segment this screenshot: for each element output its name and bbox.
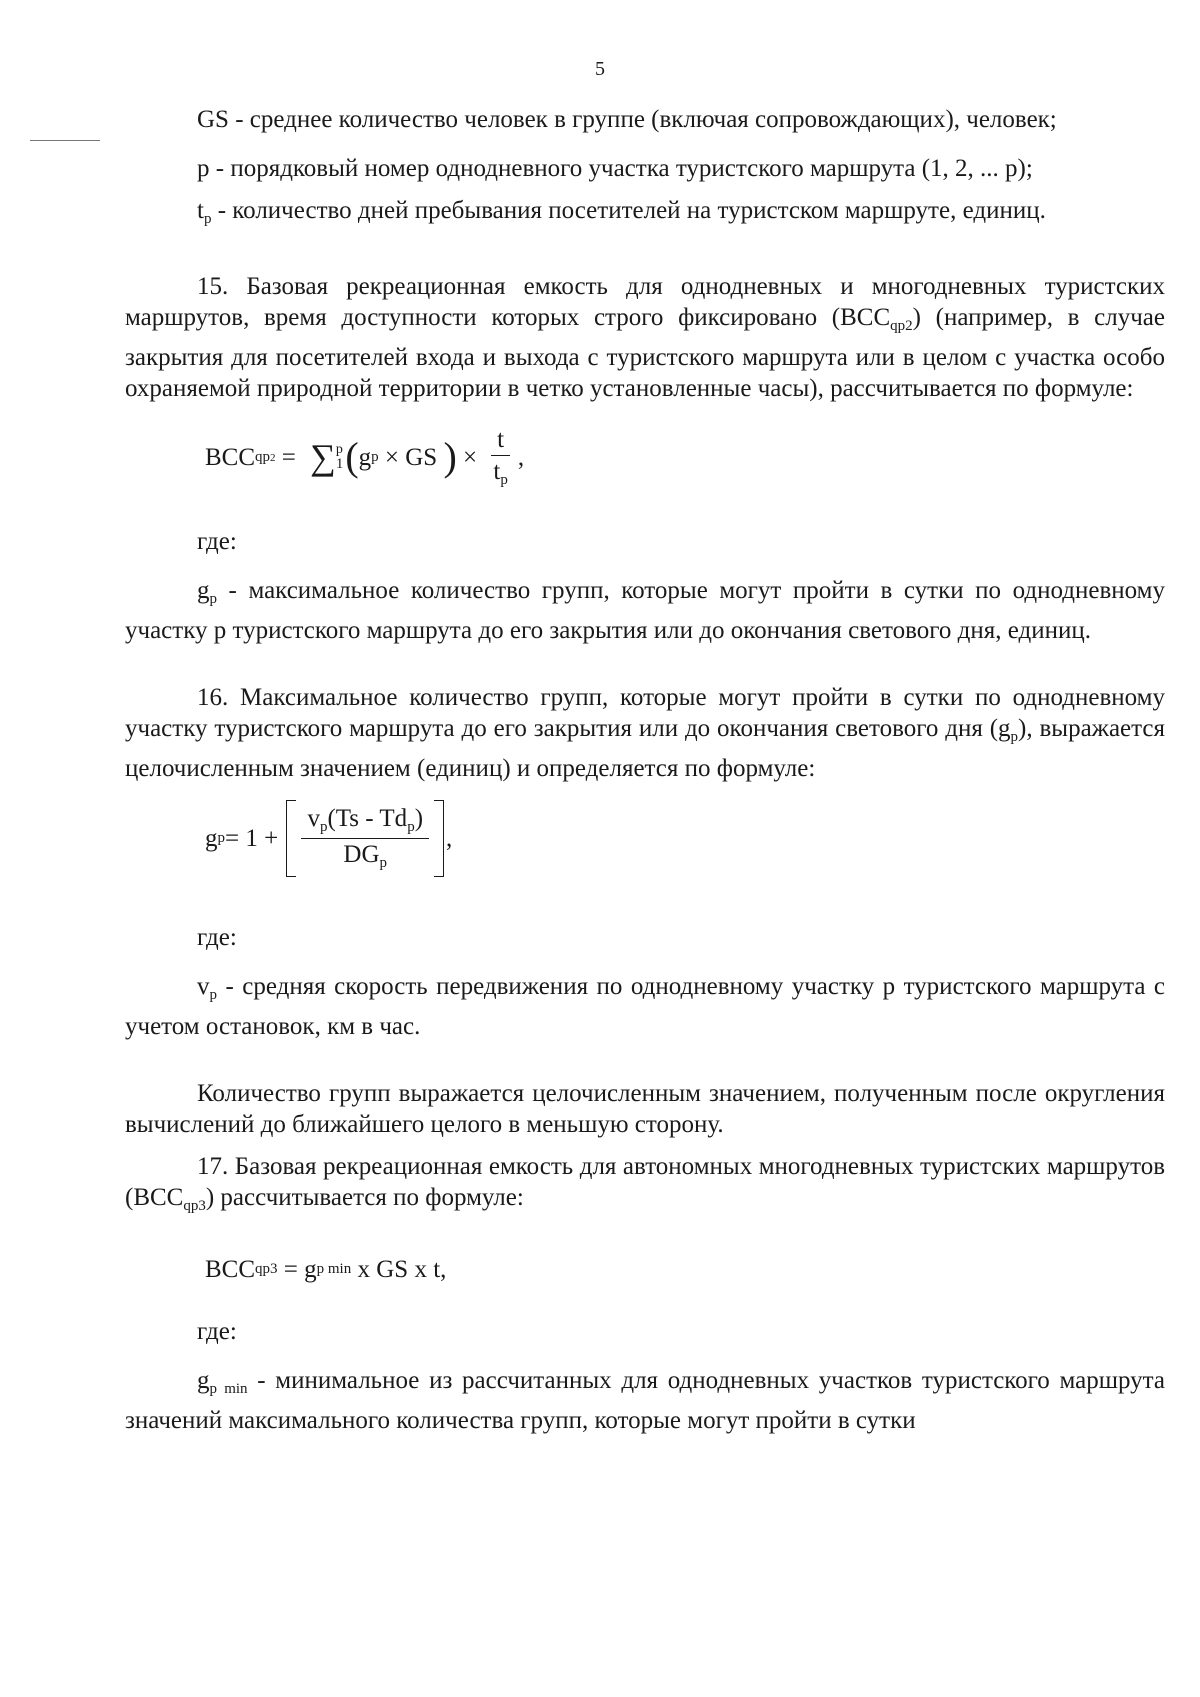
definition-p: p - порядковый номер однодневного участка туристского маршрута (1, 2, ... p);: [197, 155, 1033, 182]
formula2-lhs-sub: p: [217, 829, 225, 846]
item-17-subscript: qp3: [183, 1198, 206, 1214]
definition-gp-min: [125, 1365, 1165, 1436]
formula1-times: ×: [456, 443, 484, 471]
formula1-lhs-sub: qp: [255, 448, 271, 465]
formula3-rest: x GS x t,: [351, 1255, 447, 1283]
formula2-dg: DG: [343, 840, 380, 868]
formula1-lhs: BCC: [205, 443, 256, 471]
item-15-text-b: ) (например, в случае закрытия для посетителей входа и выхода с туристского маршрута или в целом с участка особо охраняемой природной территории в четко установленные часы), рассчитывается по формуле:: [125, 304, 1165, 402]
definition-vp-text: - средняя скорость передвижения по однодневному участку p туристского маршрута с учетом остановок, км в час.: [125, 973, 1165, 1040]
formula2-v: v: [307, 804, 320, 832]
formula-gp: [205, 790, 1165, 886]
formula1-comma: ,: [517, 443, 525, 471]
formula2-lhs: g: [205, 824, 218, 852]
definition-gp-text: - максимальное количество групп, которые могут пройти в сутки по однодневному участку p туристского маршрута до его закрытия или до окончания светового дня, единиц.: [125, 577, 1165, 644]
formula1-frac-den: t: [493, 457, 501, 485]
item-16-text-b: ), выражается целочисленным значением (единиц) и определяется по формуле:: [125, 715, 1165, 782]
item-17-text-a: 17. Базовая рекреационная емкость для автономных многодневных туристских маршрутов (BCC: [125, 1153, 1165, 1211]
formula1-sum-upper: p: [335, 442, 343, 457]
formula1-gs: × GS: [378, 443, 444, 471]
definition-gp-min-text: - минимальное из рассчитанных для однодневных участков туристского маршрута значений максимального количества групп, которые могут пройти в сутки: [125, 1367, 1165, 1434]
symbol-v: v: [197, 973, 210, 1000]
margin-mark: [30, 140, 100, 141]
formula2-fraction: [301, 806, 429, 871]
symbol-g-min: g: [197, 1367, 210, 1394]
formula-bcc-qp3: [205, 1252, 1165, 1286]
page-number: 5: [595, 58, 605, 80]
document-body: [125, 104, 1165, 1436]
formula1-g-sub: p: [371, 448, 379, 465]
rounding-note: Количество групп выражается целочисленным значением, полученным после округления вычислений до ближайшего целого в меньшую сторону.: [125, 1080, 1165, 1138]
formula2-dg-sub: p: [379, 854, 388, 871]
formula3-lhs: BCC: [205, 1255, 256, 1283]
where-label-2: где:: [197, 924, 237, 951]
where-label-1: где:: [197, 528, 237, 555]
symbol-g: g: [197, 577, 210, 604]
definition-gp: [125, 575, 1165, 646]
formula3-g: g: [304, 1255, 317, 1283]
paren-open: (: [345, 434, 359, 479]
formula1-equals: =: [275, 443, 303, 471]
formula2-td-sub: p: [407, 818, 415, 835]
formula2-paren-close: ): [414, 804, 424, 832]
symbol-g-sub: p: [209, 591, 217, 607]
symbol-t: t: [197, 197, 204, 224]
item-16-text-a: 16. Максимальное количество групп, которые могут пройти в сутки по однодневному участку туристского маршрута до его закрытия или до окончания светового дня (g: [125, 684, 1165, 742]
item-15: [125, 271, 1165, 404]
formula1-g: g: [358, 443, 372, 471]
formula3-g-sub: p min: [316, 1260, 352, 1277]
definition-vp: [125, 971, 1165, 1042]
symbol-v-sub: p: [209, 987, 217, 1003]
formula1-frac-den-sub: p: [500, 471, 508, 488]
formula-bcc-qp2: [205, 418, 1165, 496]
formula1-sum-lower: 1: [335, 456, 344, 472]
formula2-comma: ,: [446, 824, 453, 852]
formula3-equals: =: [277, 1255, 305, 1283]
item-17: [125, 1151, 1165, 1222]
item-16: [125, 682, 1165, 784]
item-17-text-b: ) рассчитывается по формуле:: [205, 1184, 524, 1211]
formula1-frac-num: t: [491, 427, 510, 456]
definition-tp: [125, 195, 1165, 235]
definition-tp-text: - количество дней пребывания посетителей на туристском маршруте, единиц.: [211, 197, 1046, 224]
item-16-subscript: p: [1010, 729, 1019, 745]
formula1-fraction: [487, 427, 513, 488]
symbol-g-min-sub: p min: [209, 1381, 248, 1397]
formula2-equals-one-plus: = 1 +: [225, 824, 285, 852]
formula1-lhs-subsub: 2: [270, 451, 276, 464]
formula3-lhs-sub: qp3: [255, 1260, 278, 1277]
sum-icon: ∑: [310, 437, 336, 477]
formula2-v-sub: p: [319, 818, 328, 835]
formula2-ts-td: (Ts - Td: [327, 804, 408, 832]
paren-close: ): [443, 434, 457, 479]
symbol-t-subscript: p: [203, 211, 212, 227]
item-15-subscript: qp2: [890, 318, 913, 334]
definition-gs: GS - среднее количество человек в группе (включая сопровождающих), человек;: [197, 106, 1057, 133]
item-15-text-a: 15. Базовая рекреационная емкость для однодневных и многодневных туристских маршрутов, время доступности которых строго фиксировано (BCC: [125, 273, 1165, 331]
where-label-3: где:: [197, 1318, 237, 1345]
formula2-floor-bracket: [286, 800, 444, 877]
